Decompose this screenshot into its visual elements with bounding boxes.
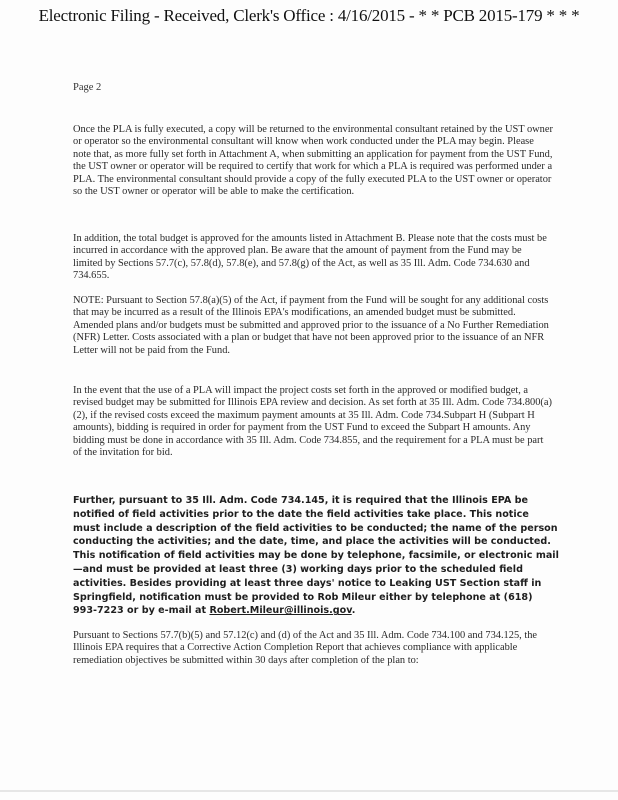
page-number: Page 2	[73, 82, 102, 93]
scan-edge-line	[0, 790, 618, 792]
paragraph-completion-report: Pursuant to Sections 57.7(b)(5) and 57.12(c) and (d) of the Act and 35 Ill. Adm. Code 734.100 and 734.125, the Illinois EPA requires that a Corrective Action Completion Report that achieves compliance with applicable remediation objectives be submitted within 30 days after completion of the plan to:	[73, 630, 538, 666]
filing-stamp-header: Electronic Filing - Received, Clerk's Office : 4/16/2015 - * * PCB 2015-179 * * *	[38, 6, 580, 25]
paragraph-pla-execution: Once the PLA is fully executed, a copy will be returned to the environmental consultant retained by the UST owner or operator so the environmental consultant will know when work conducted under the PLA may begin. Please note that, as more fully set forth in Attachment A, when submitting an application for payment from the UST Fund, the UST owner or operator will be required to certify that work for which a PLA is required was performed under a PLA. The environmental consultant should provide a copy of the fully executed PLA to the UST owner or operator so the UST owner or operator will be able to make the certification.	[73, 124, 553, 198]
email-link[interactable]: Robert.Mileur@illinois.gov	[209, 605, 352, 617]
paragraph-field-activity-notice	[73, 494, 559, 618]
field-activity-notice-text: Further, pursuant to 35 Ill. Adm. Code 734.145, it is required that the Illinois EPA be notified of field activities prior to the date the field activities take place. This notice must include a description of the field activities to be conducted; the name of the person conducting the activities; and the date, time, and place the activities will be conducted. This notification of field activities may be done by telephone, facsimile, or electronic mail—and must be provided at least three (3) working days prior to the scheduled field activities. Besides providing at least three days' notice to Leaking UST Section staff in Springfield, notification must be provided to Rob Mileur either by telephone at (618) 993-7223 or by e-mail at	[73, 495, 559, 617]
email-period: .	[351, 605, 356, 617]
paragraph-note-amended-budget: NOTE: Pursuant to Section 57.8(a)(5) of the Act, if payment from the Fund will be sought for any additional costs that may be incurred as a result of the Illinois EPA's modifications, an amended budget must be submitted. Amended plans and/or budgets must be submitted and approved prior to the issuance of a No Further Remediation (NFR) Letter. Costs associated with a plan or budget that have not been approved prior to the issuance of an NFR Letter will not be paid from the Fund.	[73, 295, 549, 356]
paragraph-pla-revised-budget: In the event that the use of a PLA will impact the project costs set forth in the approved or modified budget, a revised budget may be submitted for Illinois EPA review and decision. As set forth at 35 Ill. Adm. Code 734.800(a)(2), if the revised costs exceed the maximum payment amounts at 35 Ill. Adm. Code 734.Subpart H (Subpart H amounts), bidding is required in order for payment from the UST Fund to exceed the Subpart H amounts. Any bidding must be done in accordance with 35 Ill. Adm. Code 734.855, and the requirement for a PLA must be part of the invitation for bid.	[73, 385, 552, 459]
paragraph-budget-approval: In addition, the total budget is approved for the amounts listed in Attachment B. Please note that the costs must be incurred in accordance with the approved plan. Be aware that the amount of payment from the Fund may be limited by Sections 57.7(c), 57.8(d), 57.8(e), and 57.8(g) of the Act, as well as 35 Ill. Adm. Code 734.630 and 734.655.	[73, 233, 547, 282]
